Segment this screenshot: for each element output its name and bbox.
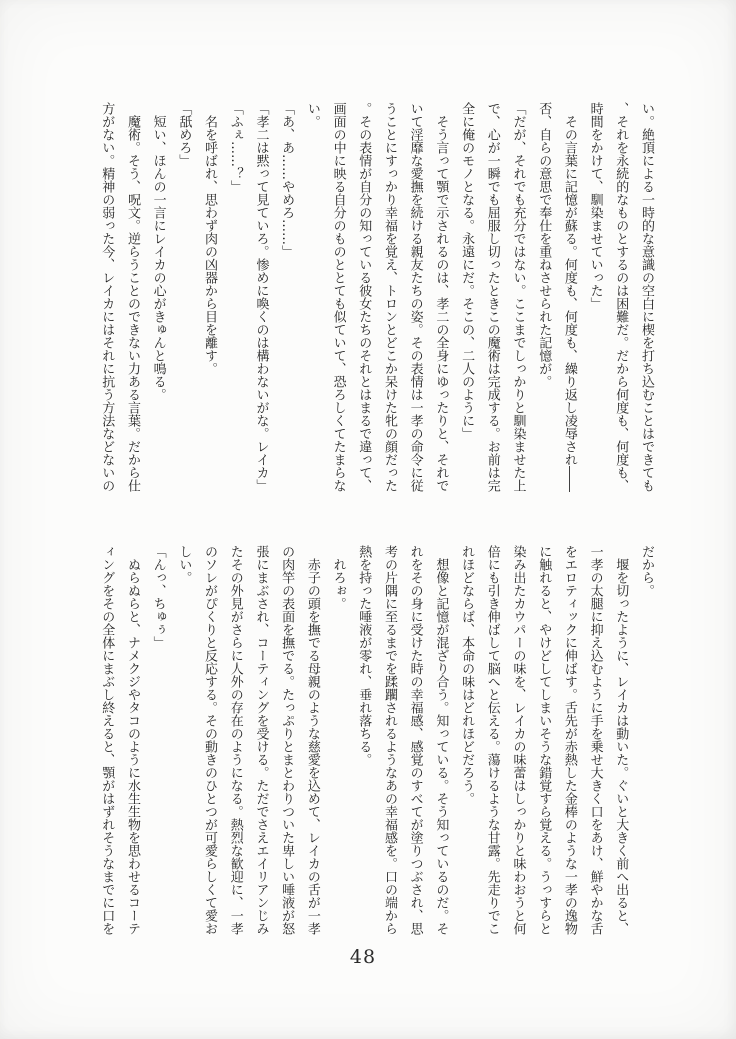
text-block-bottom — [94, 545, 659, 938]
paragraph: 魔術。そう、呪文。逆らうことのできない力ある言葉。だから仕方がない。精神の弱った今、レイカにはそれに抗う方法などないの — [99, 102, 140, 492]
paragraph: 名を呼ばれ、思わず肉の凶器から目を離す。 — [202, 102, 218, 375]
paragraph: 赤子の頭を撫でる母親のような慈愛を込めて、レイカの舌が一孝の肉竿の表面を撫でる。たっぷりとまとわりついた卑しい唾液が怒張にまぶされ、コーティングを受ける。ただでさえエイリアンじみたその外見がさらに人外の存在のようになる。熱烈な歓迎に、一孝のソレがぴくりと反応する。その動きのひとつが可愛らしくて愛おしい。 — [176, 545, 320, 935]
paragraph: 短い、ほんの一言にレイカの心がきゅんと鳴る。 — [150, 102, 166, 401]
paragraph: れろぉ。 — [330, 545, 346, 610]
paragraph: 「ふぇ……？」 — [227, 102, 243, 193]
paragraph: 「だが、それでも充分ではない。ここまでしっかりと馴染ませた上で、心が一瞬でも屈服し切ったときこの魔術は完成する。お前は完全に俺のモノとなる。永遠にだ。そこの、二人のように」 — [459, 102, 526, 492]
text-block-top — [94, 102, 659, 495]
paragraph: そう言って顎で示されるのは、孝二の全身にゆったりと、それでいて淫靡な愛撫を続ける親友たちの姿。その表情は一孝の命令に従うことにすっかり幸福を覚え、トロンとどこか呆けた牝の顔だった。その表情が自分の知っている彼女たちのそれとはまるで違って、画面の中に映る自分のものととても似ていて、恐ろしくてたまらない。 — [304, 102, 449, 492]
paragraph: その言葉に記憶が蘇る。何度も、何度も、繰り返し凌辱され――否、自らの意思で奉仕を重ねさせられた記憶が。 — [536, 102, 577, 492]
paragraph: 「舐めろ」 — [176, 102, 192, 167]
paragraph: 「あ、あ……やめろ……」 — [279, 102, 295, 258]
paragraph: ぬらぬらと、ナメクジやタコのように水生生物を思わせるコーティングをその全体にまぶし終えると、顎がはずれそうなまでに口を — [99, 545, 140, 935]
paragraph: だから。 — [639, 545, 654, 597]
paragraph: 想像と記憶が混ざり合う。知っている。そう知っているのだ。それをその身に受けた時の幸福感、感覚のすべてが塗りつぶされ、思考の片隅に至るまでを蹂躙されるようなあの幸福感を。口の端から熱を持った唾液が零れ、垂れ落ちる。 — [356, 545, 449, 935]
paragraph: 「孝二は黙って見ていろ。惨めに喚くのは構わないがな。レイカ」 — [253, 102, 269, 492]
paragraph: 「んっ、ちゅぅ」 — [150, 545, 166, 649]
paragraph: い。絶頂による一時的な意識の空白に楔を打ち込むことはできても、それを永続的なものとするのは困難だ。だから何度も、何度も、時間をかけて、馴染ませていった」 — [587, 102, 654, 492]
page-number: 48 — [349, 946, 377, 968]
paragraph: 堰を切ったように、レイカは動いた。ぐいと大きく前へ出ると、一孝の太腿に抑え込むように手を乗せ大きく口をあけ、鮮やかな舌をエロティックに伸ばす。舌先が赤熱した金棒のような一孝の逸物に触れると、やけどしてしまいそうな錯覚すら覚える。うっすらと染み出たカウパーの味を、レイカの味蕾はしっかりと味わおうと何倍にも引き伸ばして脳へと伝える。蕩けるような甘露。先走りでこれほどならば、本命の味はどれほどだろう。 — [459, 545, 629, 935]
